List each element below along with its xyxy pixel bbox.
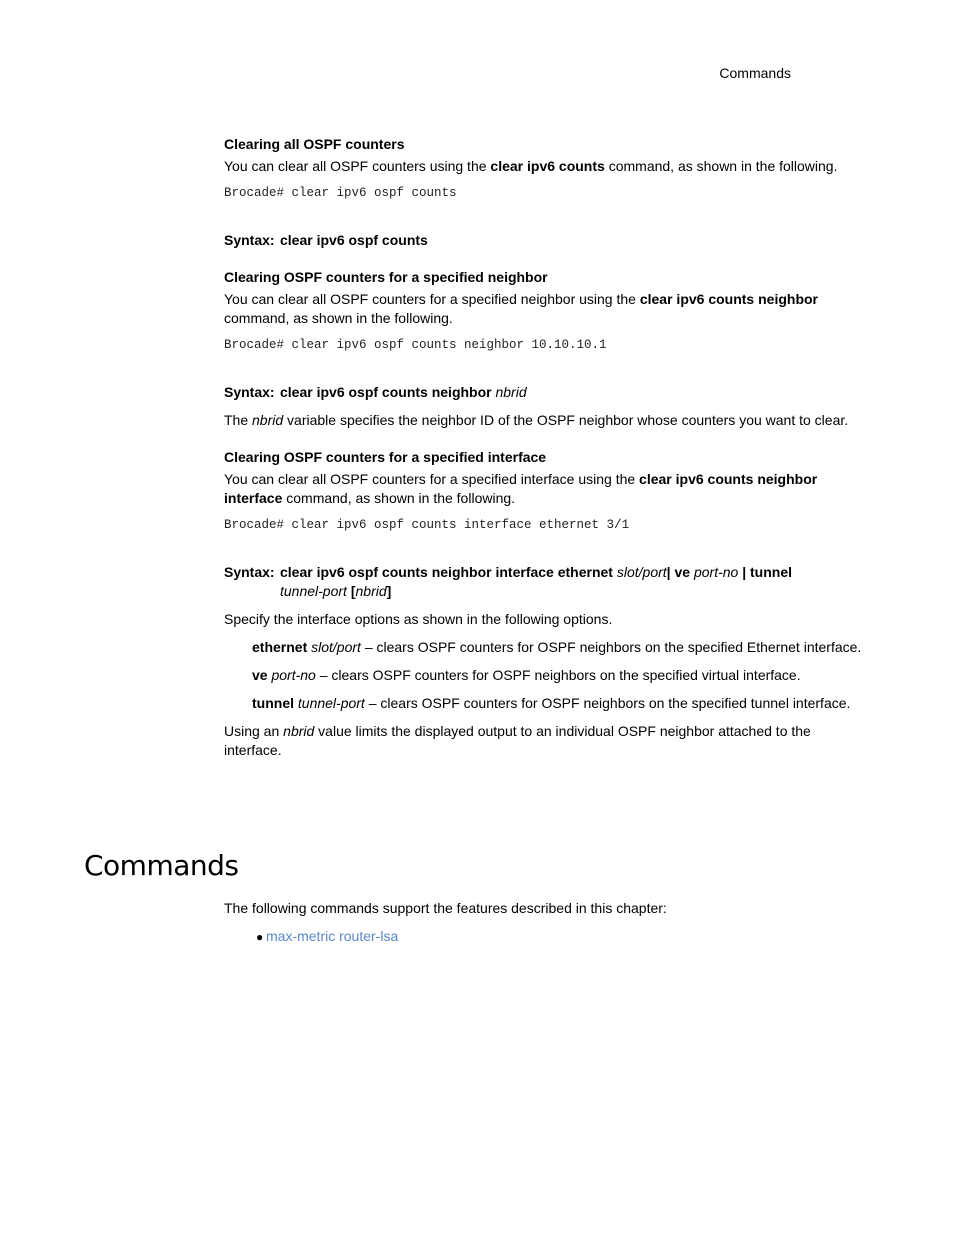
code-example: Brocade# clear ipv6 ospf counts (224, 186, 457, 200)
commands-section (224, 899, 864, 947)
command-link[interactable]: max-metric router-lsa (266, 928, 399, 944)
syntax-line: Syntax: clear ipv6 ospf counts (224, 232, 428, 248)
paragraph: You can clear all OSPF counters for a specified neighbor using the clear ipv6 counts neighbor command, as shown in the following. (224, 291, 818, 326)
list-item (256, 927, 864, 947)
syntax-line: Syntax: clear ipv6 ospf counts neighbor nbrid (224, 384, 527, 400)
code-example: Brocade# clear ipv6 ospf counts interface ethernet 3/1 (224, 518, 630, 532)
code-example: Brocade# clear ipv6 ospf counts neighbor 10.10.10.1 (224, 338, 607, 352)
paragraph: You can clear all OSPF counters using the clear ipv6 counts command, as shown in the following. (224, 158, 838, 174)
paragraph: The following commands support the features described in this chapter: (224, 900, 667, 916)
bullet-icon: ● (256, 930, 264, 944)
syntax-line: Syntax: clear ipv6 ospf counts neighbor interface ethernet slot/port| ve port-no | tunnel tunnel-port [nbrid] (224, 564, 793, 599)
option-ve: ve port-no – clears OSPF counters for OSPF neighbors on the specified virtual interface. (252, 667, 801, 683)
paragraph: Using an nbrid value limits the displayed output to an individual OSPF neighbor attached to the interface. (224, 723, 811, 758)
paragraph: Specify the interface options as shown in the following options. (224, 611, 613, 627)
running-header: Commands (719, 65, 791, 81)
section-heading-all-counters: Clearing all OSPF counters (224, 136, 405, 152)
option-ethernet: ethernet slot/port – clears OSPF counters for OSPF neighbors on the specified Ethernet interface. (252, 639, 862, 655)
paragraph: You can clear all OSPF counters for a specified interface using the clear ipv6 counts neighbor interface command, as shown in the following. (224, 471, 818, 506)
paragraph: The nbrid variable specifies the neighbor ID of the OSPF neighbor whose counters you want to clear. (224, 412, 849, 428)
section-heading-interface: Clearing OSPF counters for a specified interface (224, 449, 547, 465)
option-tunnel: tunnel tunnel-port – clears OSPF counters for OSPF neighbors on the specified tunnel interface. (252, 695, 851, 711)
main-content (224, 135, 864, 760)
chapter-section-title: Commands (84, 849, 239, 882)
section-heading-neighbor: Clearing OSPF counters for a specified neighbor (224, 269, 548, 285)
